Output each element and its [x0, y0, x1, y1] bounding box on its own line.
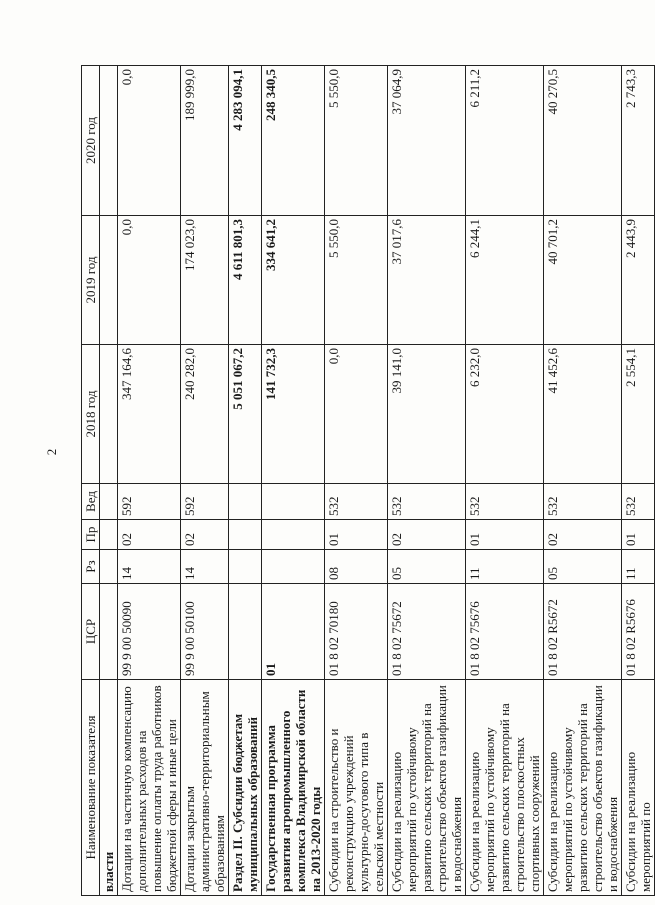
cell-name: Субсидии на реализацию мероприятий по устойчивому развитию сельских территорий на строительство объектов газификации и водоснабжения — [388, 680, 466, 896]
cell-pr: 02 — [118, 520, 181, 550]
table-row — [229, 66, 262, 896]
cell-pr — [100, 520, 118, 550]
cell-name: Дотации закрытым административно-территориальным образованиям — [181, 680, 229, 896]
table-row — [388, 66, 466, 896]
cell-csr: 01 8 02 75672 — [388, 584, 466, 680]
cell-2020: 37 064,9 — [388, 66, 466, 216]
cell-2019: 40 701,2 — [544, 216, 622, 345]
header-ved: Вед — [82, 484, 100, 520]
cell-2018: 2 554,1 — [622, 345, 655, 484]
rotated-table-wrapper — [81, 66, 653, 896]
cell-2018: 240 282,0 — [181, 345, 229, 484]
cell-csr: 99 9 00 50090 — [118, 584, 181, 680]
cell-2019: 6 244,1 — [466, 216, 544, 345]
header-rz: Рз — [82, 550, 100, 584]
cell-csr — [229, 584, 262, 680]
cell-2020 — [100, 66, 118, 216]
cell-2019: 2 443,9 — [622, 216, 655, 345]
cell-2020: 2 743,3 — [622, 66, 655, 216]
header-pr: Пр — [82, 520, 100, 550]
cell-2018: 5 051 067,2 — [229, 345, 262, 484]
cell-rz — [229, 550, 262, 584]
page-number: 2 — [44, 448, 59, 456]
cell-rz: 14 — [118, 550, 181, 584]
cell-2019: 334 641,2 — [262, 216, 325, 345]
cell-2019 — [100, 216, 118, 345]
cell-csr: 01 8 02 70180 — [325, 584, 388, 680]
cell-2018: 6 232,0 — [466, 345, 544, 484]
cell-2019: 0,0 — [118, 216, 181, 345]
cell-csr: 01 8 02 R5672 — [544, 584, 622, 680]
table-body — [100, 66, 655, 896]
cell-rz: 11 — [466, 550, 544, 584]
cell-2018: 41 452,6 — [544, 345, 622, 484]
header-2019: 2019 год — [82, 216, 100, 345]
header-csr: ЦСР — [82, 584, 100, 680]
cell-ved: 532 — [325, 484, 388, 520]
cell-ved — [262, 484, 325, 520]
cell-name: Субсидии на реализацию мероприятий по — [622, 680, 655, 896]
cell-name: Дотации на частичную компенсацию дополнительных расходов на повышение оплаты труда работников бюджетной сферы и иные цели — [118, 680, 181, 896]
cell-2018: 347 164,6 — [118, 345, 181, 484]
cell-pr: 02 — [388, 520, 466, 550]
cell-rz: 11 — [622, 550, 655, 584]
cell-pr — [229, 520, 262, 550]
cell-2018 — [100, 345, 118, 484]
cell-2019: 174 023,0 — [181, 216, 229, 345]
cell-pr: 02 — [544, 520, 622, 550]
cell-name: Субсидии на реализацию мероприятий по устойчивому развитию сельских территорий на строительство плоскостных спортивных сооружений — [466, 680, 544, 896]
cell-2020: 40 270,5 — [544, 66, 622, 216]
cell-rz: 14 — [181, 550, 229, 584]
cell-2018: 0,0 — [325, 345, 388, 484]
cell-name: Раздел II. Субсидии бюджетам муниципальных образований — [229, 680, 262, 896]
header-name: Наименование показателя — [82, 680, 100, 896]
cell-pr: 01 — [325, 520, 388, 550]
cell-rz — [100, 550, 118, 584]
cell-2019: 4 611 801,3 — [229, 216, 262, 345]
cell-rz: 05 — [544, 550, 622, 584]
cell-ved: 532 — [622, 484, 655, 520]
cell-name: власти — [100, 680, 118, 896]
table-row — [325, 66, 388, 896]
table-row — [466, 66, 544, 896]
cell-rz: 05 — [388, 550, 466, 584]
cell-2018: 39 141,0 — [388, 345, 466, 484]
cell-2020: 6 211,2 — [466, 66, 544, 216]
cell-ved: 532 — [544, 484, 622, 520]
cell-2019: 37 017,6 — [388, 216, 466, 345]
cell-csr: 01 — [262, 584, 325, 680]
cell-2019: 5 550,0 — [325, 216, 388, 345]
budget-table — [81, 65, 655, 896]
cell-2020: 4 283 094,1 — [229, 66, 262, 216]
cell-csr: 01 8 02 R5676 — [622, 584, 655, 680]
table-row — [262, 66, 325, 896]
table-row — [181, 66, 229, 896]
cell-csr: 99 9 00 50100 — [181, 584, 229, 680]
cell-ved: 592 — [181, 484, 229, 520]
cell-pr: 01 — [622, 520, 655, 550]
cell-rz: 08 — [325, 550, 388, 584]
cell-ved — [229, 484, 262, 520]
cell-pr: 02 — [181, 520, 229, 550]
cell-ved: 532 — [466, 484, 544, 520]
header-2020: 2020 год — [82, 66, 100, 216]
cell-2020: 0,0 — [118, 66, 181, 216]
header-row — [82, 66, 100, 896]
cell-pr: 01 — [466, 520, 544, 550]
cell-ved: 592 — [118, 484, 181, 520]
cell-name: Государственная программа развития агропромышленного комплекса Владимирской области на 2013-2020 годы — [262, 680, 325, 896]
table-row — [100, 66, 118, 896]
header-2018: 2018 год — [82, 345, 100, 484]
table-row — [544, 66, 622, 896]
cell-2020: 189 999,0 — [181, 66, 229, 216]
cell-name: Субсидии на строительство и реконструкцию учреждений культурно-досугового типа в сельской местности — [325, 680, 388, 896]
cell-ved: 532 — [388, 484, 466, 520]
cell-2018: 141 732,3 — [262, 345, 325, 484]
table-row — [118, 66, 181, 896]
cell-csr: 01 8 02 75676 — [466, 584, 544, 680]
table-row — [622, 66, 655, 896]
cell-name: Субсидии на реализацию мероприятий по устойчивому развитию сельских территорий на строительство объектов газификации и водоснабжения — [544, 680, 622, 896]
cell-csr — [100, 584, 118, 680]
cell-ved — [100, 484, 118, 520]
cell-pr — [262, 520, 325, 550]
cell-2020: 5 550,0 — [325, 66, 388, 216]
cell-2020: 248 340,5 — [262, 66, 325, 216]
cell-rz — [262, 550, 325, 584]
